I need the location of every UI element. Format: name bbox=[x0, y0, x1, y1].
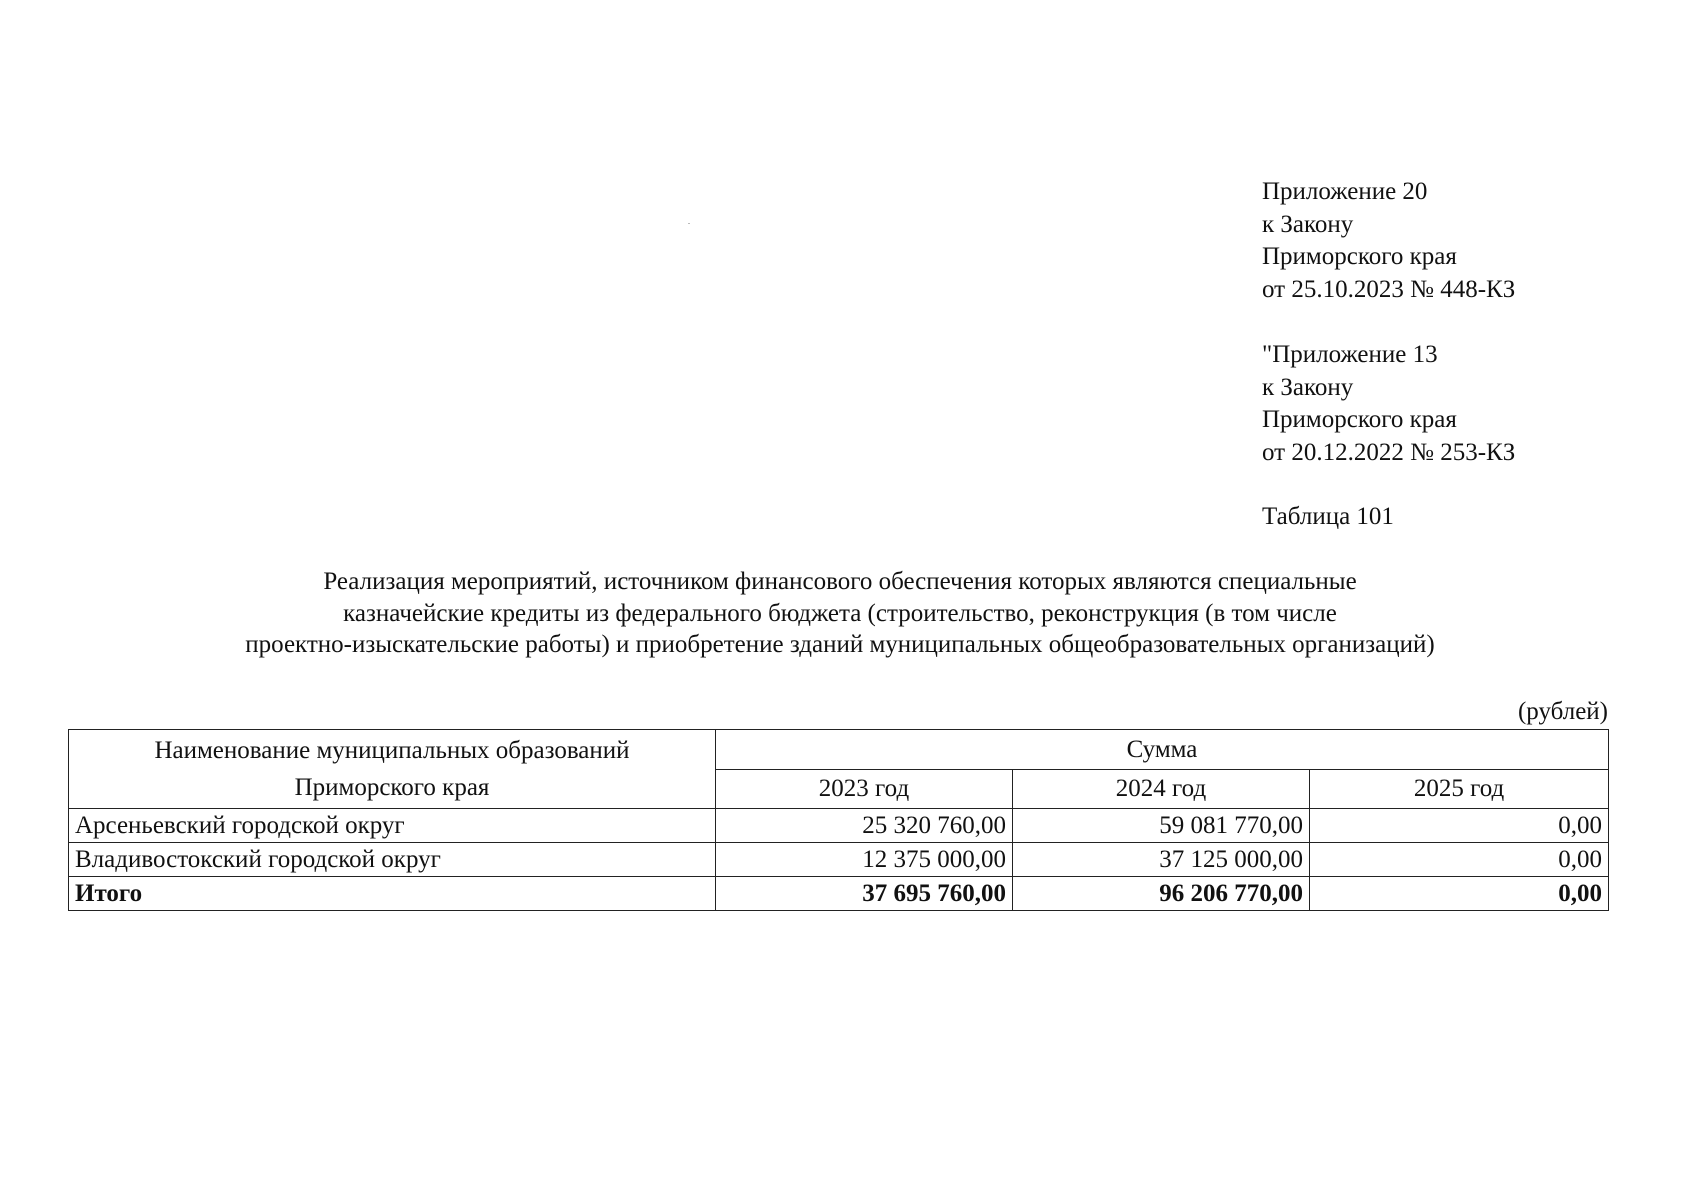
row-value-2023: 25 320 760,00 bbox=[716, 809, 1013, 843]
header-year-2025: 2025 год bbox=[1310, 770, 1609, 809]
table-number: Таблица 101 bbox=[1262, 503, 1394, 530]
header-municipality-line-1: Наименование муниципальных образований bbox=[154, 737, 630, 764]
total-label: Итого bbox=[69, 877, 716, 911]
row-value-2023: 12 375 000,00 bbox=[716, 843, 1013, 877]
units-label: (рублей) bbox=[1517, 698, 1608, 725]
row-value-2024: 59 081 770,00 bbox=[1013, 809, 1310, 843]
header-sum: Сумма bbox=[716, 730, 1609, 770]
total-value-2024: 96 206 770,00 bbox=[1013, 877, 1310, 911]
appendix-current-date: от 25.10.2023 № 448-КЗ bbox=[1262, 275, 1516, 303]
header-municipality-line-2: Приморского края bbox=[294, 774, 490, 801]
header-municipality-name bbox=[69, 730, 716, 809]
document-title-line-3: проектно-изыскательские работы) и приобретение зданий муниципальных общеобразовательных организаций) bbox=[245, 631, 1435, 658]
total-value-2025: 0,00 bbox=[1310, 877, 1609, 911]
row-value-2024: 37 125 000,00 bbox=[1013, 843, 1310, 877]
row-municipality-name: Владивостокский городской округ bbox=[69, 843, 716, 877]
document-title bbox=[60, 566, 1620, 661]
appendix-current-law: к Закону bbox=[1262, 210, 1354, 238]
row-value-2025: 0,00 bbox=[1310, 843, 1609, 877]
table-row bbox=[69, 809, 1609, 843]
appendix-original-block bbox=[1262, 339, 1515, 469]
appendix-current-block bbox=[1262, 176, 1515, 306]
scan-speck bbox=[688, 223, 690, 224]
table-header-row bbox=[69, 730, 1609, 770]
appendix-original-region: Приморского края bbox=[1262, 406, 1457, 433]
total-value-2023: 37 695 760,00 bbox=[716, 877, 1013, 911]
budget-table bbox=[68, 729, 1609, 911]
appendix-current-region: Приморского края bbox=[1262, 243, 1457, 270]
appendix-current-number: Приложение 20 bbox=[1262, 178, 1428, 205]
table-total-row bbox=[69, 877, 1609, 911]
row-municipality-name: Арсеньевский городской округ bbox=[69, 809, 716, 843]
table-row bbox=[69, 843, 1609, 877]
appendix-original-date: от 20.12.2022 № 253-КЗ bbox=[1262, 438, 1516, 466]
appendix-original-law: к Закону bbox=[1262, 373, 1354, 401]
row-value-2025: 0,00 bbox=[1310, 809, 1609, 843]
header-year-2023: 2023 год bbox=[716, 770, 1013, 809]
document-title-line-1: Реализация мероприятий, источником финансового обеспечения которых являются специальные bbox=[323, 568, 1357, 595]
header-year-2024: 2024 год bbox=[1013, 770, 1310, 809]
appendix-original-number: "Приложение 13 bbox=[1262, 341, 1438, 368]
document-title-line-2: казначейские кредиты из федерального бюджета (строительство, реконструкция (в том числе bbox=[343, 599, 1337, 627]
